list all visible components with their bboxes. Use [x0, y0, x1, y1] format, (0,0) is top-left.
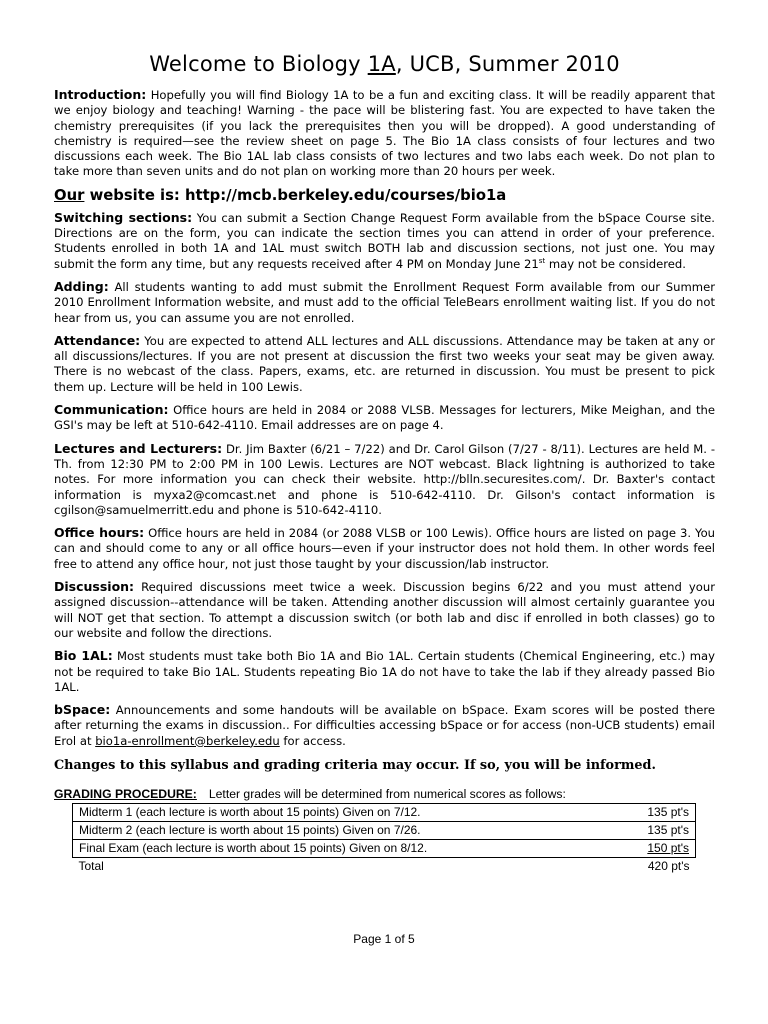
enrollment-email-link[interactable]: bio1a-enrollment@berkeley.edu [95, 733, 280, 748]
attendance-section: Attendance: You are expected to attend ALL lectures and ALL discussions. Attendance may be taken at any or all discussions/lectures. If you are not present at discussion the first two weeks your seat may be given away. There is no webcast of the class. Papers, exams, etc. are returned in discussion. You must be present to pick them up. Lecture will be held in 100 Lewis. [54, 332, 715, 394]
introduction-text: Hopefully you will find Biology 1A to be a fun and exciting class. It will be readily apparent that we enjoy biology and teaching! Warning - the pace will be blistering fast. You are expected to have taken the chemistry prerequisites (if you lack the prerequisites then you will be dropped). A good understanding of chemistry is required—see the review sheet on page 5. The Bio 1A class consists of four lectures and two discussions each week. The Bio 1AL lab class consists of two lectures and two labs each week. Do not plan to take more than seven units and do not plan on working more than 20 hours per week. [54, 88, 715, 179]
grade-item-label: Final Exam (each lecture is worth about 15 points) Given on 8/12. [73, 839, 594, 857]
introduction-section [54, 87, 715, 180]
changes-notice: Changes to this syllabus and grading criteria may occur. If so, you will be informed. [54, 757, 656, 773]
grading-table [72, 803, 696, 875]
lecturers-section: Lectures and Lecturers: Dr. Jim Baxter (6/21 – 7/22) and Dr. Carol Gilson (7/27 - 8/11). Lectures are held M. - Th. from 12:30 PM to 2:00 PM in 100 Lewis. Lectures are NOT webcast. Black lightning is authorized to take notes. For more information you can check their website. http://blln.securesites.com/. Dr. Baxter's contact information is myxa2@comcast.net and phone is 510-642-4110. Dr. Gilson's contact information is cgilson@samuelmerritt.edu and phone is 510-642-4110. [54, 440, 716, 517]
discussion-section: Discussion: Required discussions meet twice a week. Discussion begins 6/22 and you must attend your assigned discussion--attendance will be taken. Attending another discussion will almost certainly guarantee you will NOT get that section. To attempt a discussion switch (or both lab and disc if enrolled in both classes) go to our website and follow the directions. [54, 579, 715, 640]
table-row [73, 803, 696, 821]
introduction-heading: Introduction: [54, 87, 147, 102]
page-title: Welcome to Biology 1A, UCB, Summer 2010 [149, 52, 620, 76]
adding-heading: Adding: [54, 278, 109, 294]
grade-item-points: 150 pt's [593, 839, 696, 857]
table-row-total [73, 857, 696, 875]
discussion-heading: Discussion: [54, 579, 135, 595]
bio1al-heading: Bio 1AL: [54, 648, 113, 664]
grading-heading: GRADING PROCEDURE: [54, 786, 197, 801]
grade-item-points: 135 pt's [593, 803, 696, 821]
page-number: Page 1 of 5 [353, 932, 415, 946]
total-points: 420 pt's [647, 858, 690, 873]
total-label: Total [78, 858, 104, 873]
website-line: Our website is: http://mcb.berkeley.edu/courses/bio1a [54, 186, 507, 204]
grading-header: GRADING PROCEDURE: Letter grades will be determined from numerical scores as follows: [54, 786, 566, 801]
bspace-section: bSpace: Announcements and some handouts will be available on bSpace. Exam scores will be posted there after returning the exams in discussion.. For difficulties accessing bSpace or for access (non-UCB students) email Erol at bio1a-enrollment@berkeley.edu for access. [54, 702, 716, 748]
grade-item-label: Midterm 1 (each lecture is worth about 15 points) Given on 7/12. [73, 803, 594, 821]
website-url[interactable]: website is: http://mcb.berkeley.edu/courses/bio1a [84, 186, 507, 204]
lecturers-heading: Lectures and Lecturers: [54, 440, 223, 456]
bspace-heading: bSpace: [54, 702, 111, 718]
table-row [73, 839, 696, 857]
bio1al-section: Bio 1AL: Most students must take both Bio 1A and Bio 1AL. Certain students (Chemical Engineering, etc.) may not be required to take Bio 1AL. Students repeating Bio 1A do not have to take the lab if they already passed Bio 1AL. [54, 648, 715, 694]
syllabus-page [54, 52, 715, 875]
office-hours-section: Office hours: Office hours are held in 2084 (or 2088 VLSB or 100 Lewis). Office hours are listed on page 3. You can and should come to any or all office hours—even if your instructor does not hold them. In other words feel free to attend any office hour, not just those taught by your discussion/lab instructor. [54, 525, 716, 571]
switching-section: Switching sections: You can submit a Section Change Request Form available from the bSpace Course site. Directions are on the form, you can indicate the section times you can attend in order of your preference. Students enrolled in both 1A and 1AL must switch BOTH lab and discussion sections, not just one. You may submit the form any time, but any requests received after 4 PM on Monday June 21st may not be considered. [54, 209, 715, 271]
grade-item-label: Midterm 2 (each lecture is worth about 15 points) Given on 7/26. [73, 821, 594, 839]
adding-section: Adding: All students wanting to add must submit the Enrollment Request Form available from our Summer 2010 Enrollment Information website, and must add to the official TeleBears enrollment waiting list. If you do not hear from us, you can assume you are not enrolled. [54, 278, 715, 325]
communication-heading: Communication: [54, 402, 169, 418]
communication-section: Communication: Office hours are held in 2084 or 2088 VLSB. Messages for lecturers, Mike Meighan, and the GSI's may be left at 510-642-4110. Email addresses are on page 4. [54, 402, 716, 433]
grade-item-points: 135 pt's [593, 821, 696, 839]
attendance-heading: Attendance: [54, 332, 141, 348]
table-row [73, 821, 696, 839]
office-hours-heading: Office hours: [54, 525, 145, 541]
switching-heading: Switching sections: [54, 209, 193, 225]
course-number: 1A [367, 52, 396, 76]
